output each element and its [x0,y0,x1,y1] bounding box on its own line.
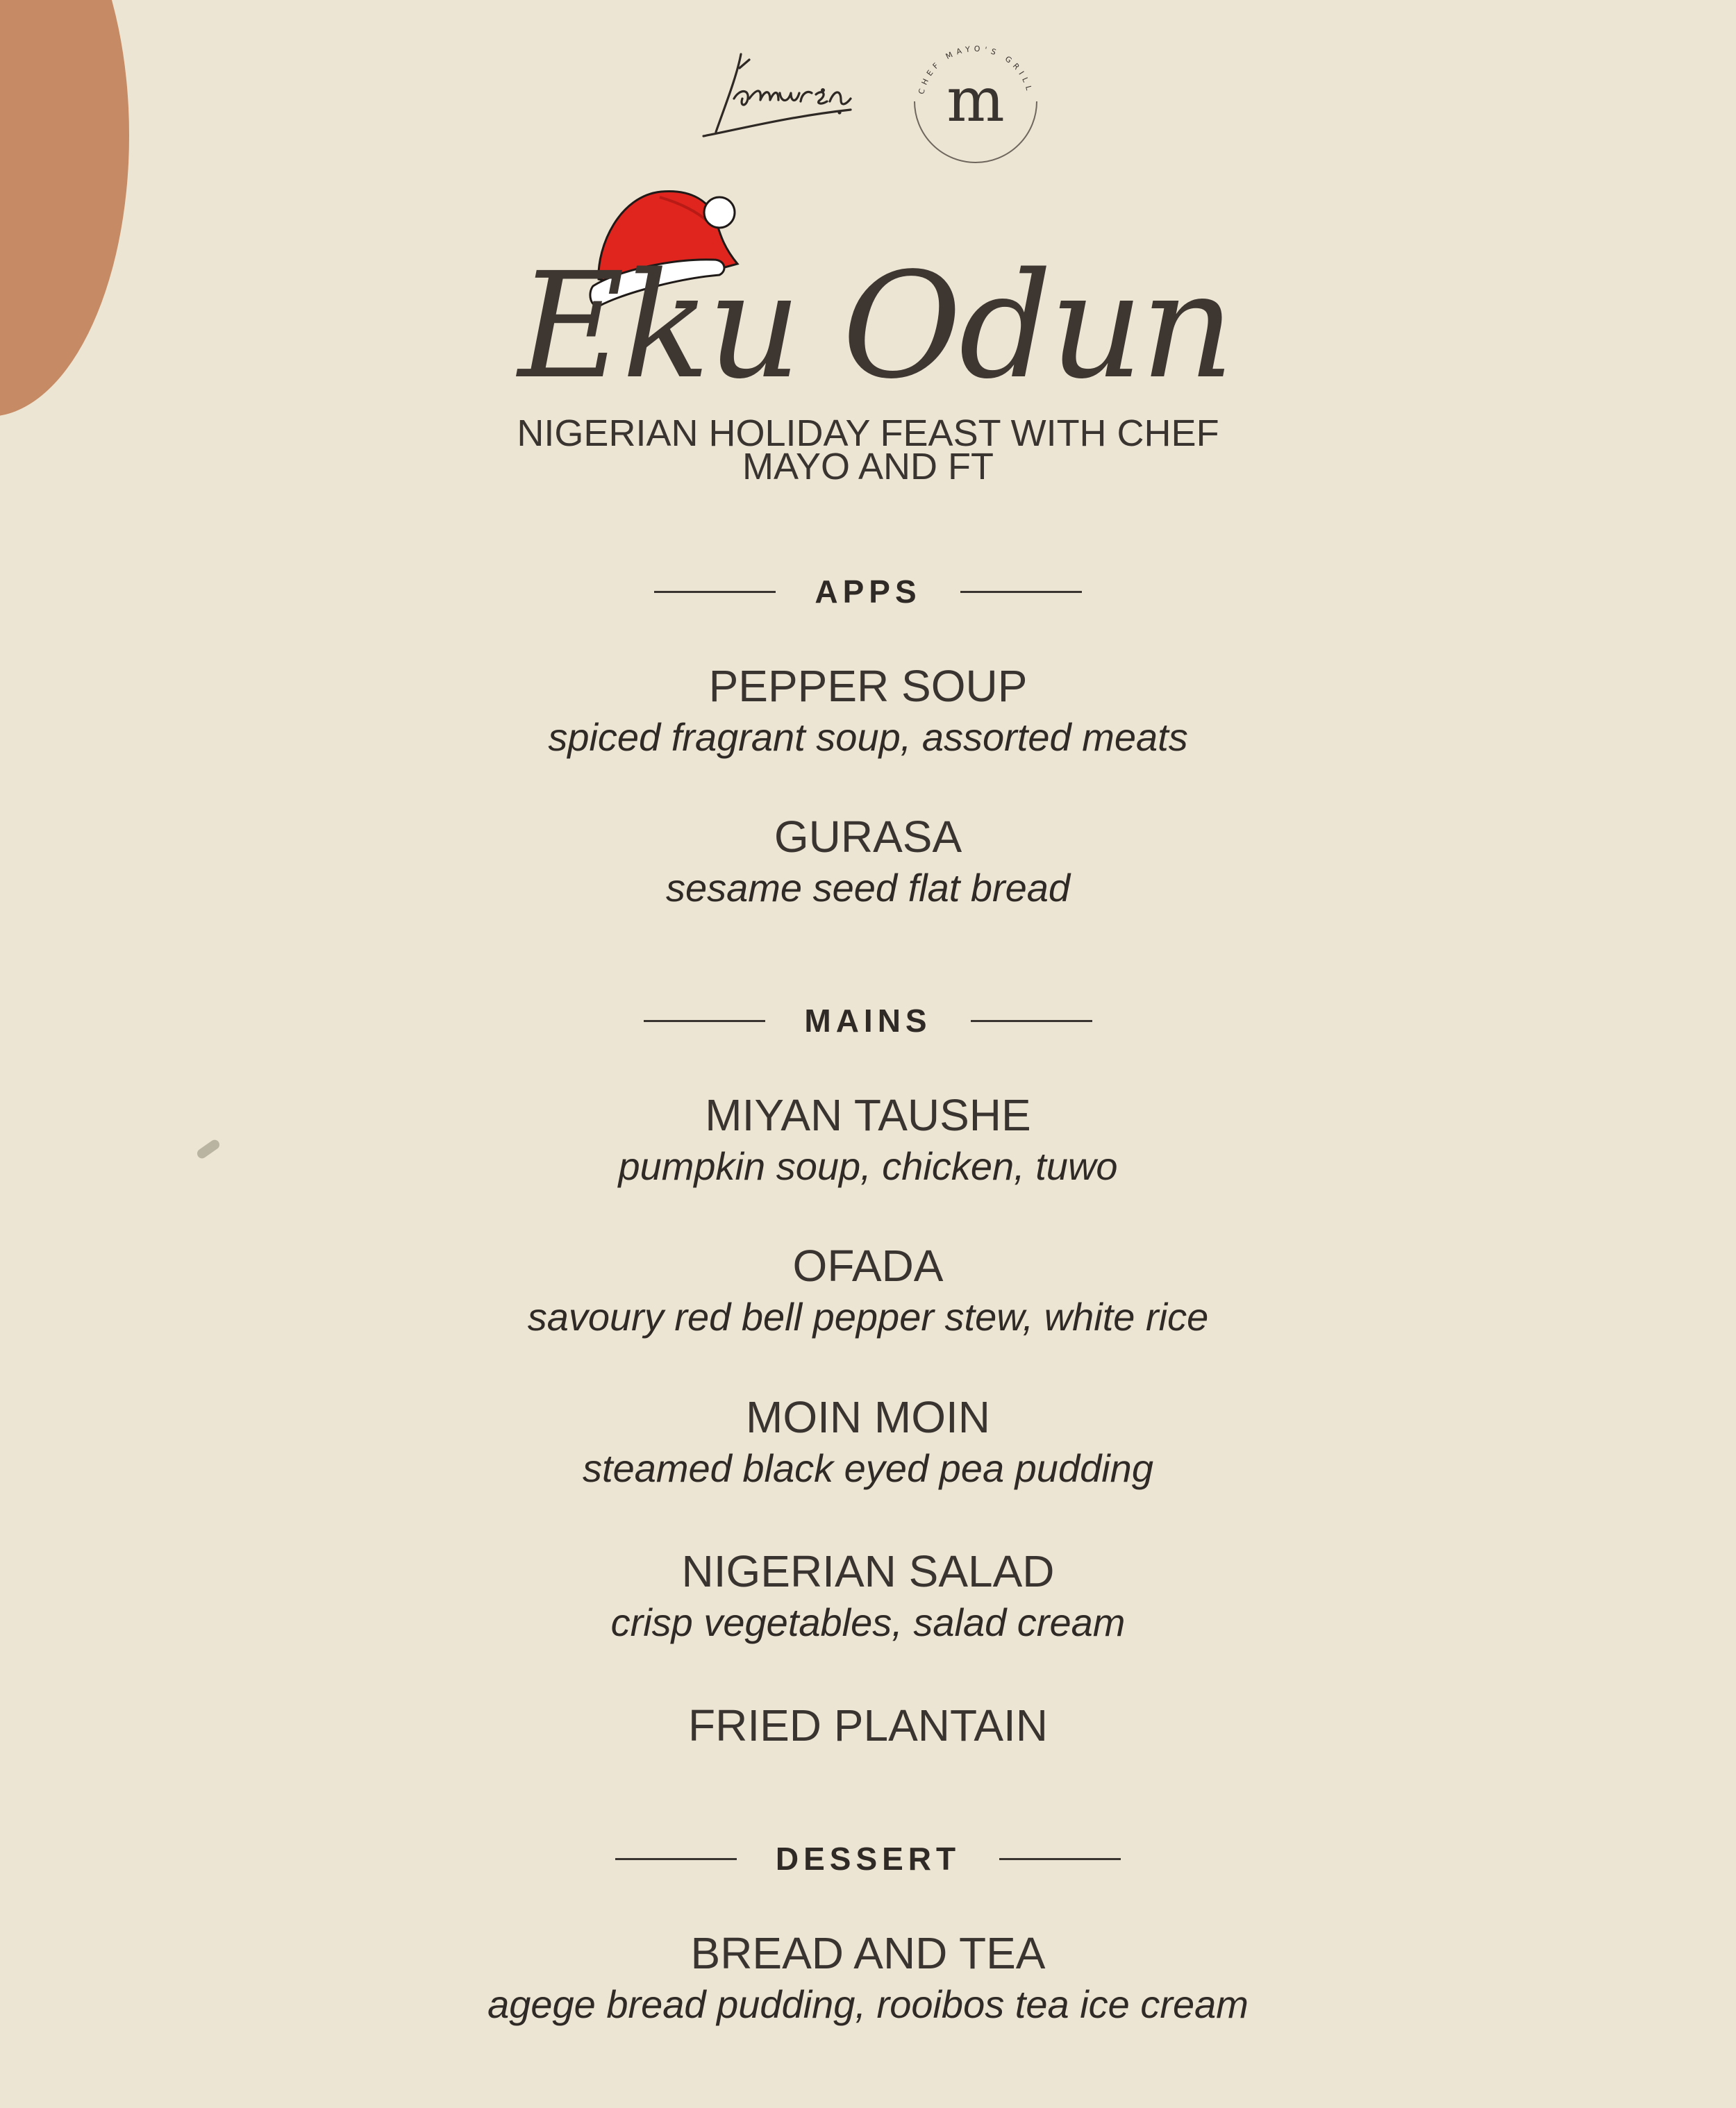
subtitle-line-1: NIGERIAN HOLIDAY FEAST WITH CHEF [517,412,1219,454]
item-description: steamed black eyed pea pudding [583,1446,1153,1490]
menu-item [0,1927,1736,2030]
chef-logo-letter: m [946,64,1005,135]
logo-bar [0,35,1736,174]
section-header-dessert [0,1838,1736,1880]
divider-right [971,1020,1092,1022]
chef-logo-text: CHEF MAYO'S GRILL [917,44,1035,96]
menu-item [0,1391,1736,1494]
subtitle [451,412,1285,487]
item-name: OFADA [792,1241,944,1291]
divider-left [654,591,776,593]
divider-right [999,1858,1121,1860]
item-description: pumpkin soup, chicken, tuwo [618,1144,1118,1188]
signature-logo [698,35,865,146]
item-name: FRIED PLANTAIN [688,1700,1048,1750]
item-name: NIGERIAN SALAD [681,1546,1055,1596]
item-name: MOIN MOIN [746,1392,990,1442]
menu-item [0,660,1736,762]
page-title: Eku Odun [518,241,1232,411]
section-label: APPS [815,574,921,610]
menu-item [0,810,1736,913]
title-area [0,240,1736,413]
divider-left [615,1858,737,1860]
section-label: DESSERT [775,1841,961,1877]
menu-item [0,1699,1736,1752]
chef-mayos-grill-logo [906,35,1045,174]
menu-item [0,1089,1736,1191]
item-description: spiced fragrant soup, assorted meats [548,715,1188,759]
section-header-apps [0,571,1736,612]
item-name: PEPPER SOUP [708,661,1028,711]
menu-item [0,1239,1736,1342]
section-label: MAINS [804,1003,932,1039]
section-header-mains [0,1000,1736,1042]
item-name: MIYAN TAUSHE [705,1090,1031,1140]
item-name: GURASA [774,812,962,862]
divider-left [644,1020,765,1022]
item-description: savoury red bell pepper stew, white rice [527,1295,1209,1339]
menu-item [0,1545,1736,1648]
divider-right [960,591,1082,593]
item-description: sesame seed flat bread [665,866,1071,910]
subtitle-line-2: MAYO AND FT [742,446,994,487]
item-description: agege bread pudding, rooibos tea ice cream [487,1982,1249,2026]
item-name: BREAD AND TEA [690,1928,1046,1978]
item-description: crisp vegetables, salad cream [610,1600,1126,1644]
